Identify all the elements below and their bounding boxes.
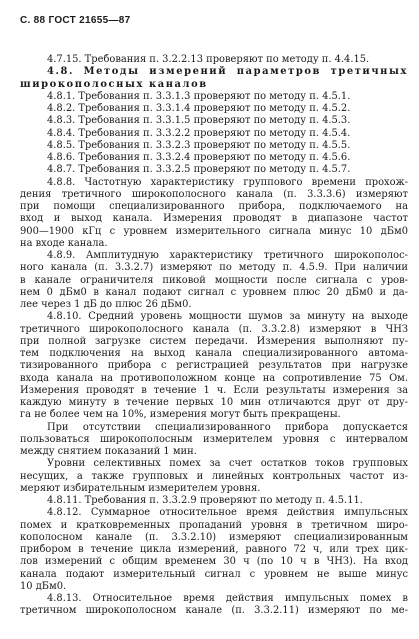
text-line: При отсутствии специализированного прибора допускается [47,421,408,433]
text-line: канала подают измерительный сигнал с уровнем не выше минус [20,568,408,580]
text-line: на входе канала. [20,237,108,249]
text-line: Измерения проводят в течение 1 ч. Если результаты измерения за [20,384,408,396]
text-line: 4.8.12. Суммарное относительное время действия импульсных [47,507,408,519]
document-page [20,14,408,618]
text-line: несущих, а также групповых и линейных контрольных частот из- [20,470,408,482]
page-header: С. 88 ГОСТ 21655—87 [20,15,131,26]
text-line: 4.8.8. Частотную характеристику группового времени прохож- [47,176,408,188]
text-line: между снятием показаний 1 мин. [20,446,197,457]
text-line: третичном широкополосном канале (п. 3.3.2.11) измеряют по ме- [20,605,408,617]
text-line: при помощи специализированного прибора, подключаемого на [20,201,408,212]
text-line: 4.7.15. Требования п. 3.2.2.13 проверяют по методу п. 4.4.15. [47,54,370,65]
text-line: лее через 1 дБ до плюс 26 дБм0. [20,299,192,310]
text-line: 4.8.6. Требования п. 3.3.2.4 проверяют по методу п. 4.5.6. [47,152,351,163]
text-line: 10 дБм0. [20,580,67,592]
document-body [20,54,408,618]
text-line: в канале ограничителя пиковой мощности после сигнала с уров- [20,274,408,286]
text-line: Уровни селективных помех за счет остатков токов групповых [47,458,408,470]
text-line: лов измерений с общим временем 30 ч (по 10 ч в ЧНЗ). На вход [20,556,408,568]
text-line: входа канала на противоположном конце на сопротивление 75 Ом. [20,372,408,384]
text-line: 4.8.4. Требования п. 3.3.2.2 проверяют по методу п. 4.5.4. [47,127,351,139]
text-line: меряют избирательным измерителем уровня. [20,482,261,494]
text-line: пользоваться широкополосным измерителем уровня с интервалом [20,433,408,445]
text-line: тизированного прибора с регистрацией результатов при нагрузке [20,360,408,372]
text-line: 4.8.3. Требования п. 3.3.1.5 проверяют по методу п. 4.5.3. [47,115,351,127]
text-line: вход и выход канала. Измерения проводят в диапазоне частот [20,213,408,225]
text-line: 4.8.11. Требования п. 3.3.2.9 проверяют по методу п. 4.5.11. [47,495,363,506]
text-line: ного канала (п. 3.3.2.7) измеряют по методу п. 4.5.9. При наличии [20,262,408,274]
text-line: 4.8. Методы измерений параметров третичных [47,66,408,78]
text-line: 4.8.7. Требования п. 3.3.2.5 проверяют по методу п. 4.5.7. [47,164,351,176]
text-line: 4.8.13. Относительное время действия импульсных помех в [47,593,408,604]
text-line: 900—1900 кГц с уровнем измерительного сигнала минус 10 дБм0 [20,225,408,237]
text-line: кополосном канале (п. 3.3.2.10) измеряют специализированным [20,531,408,543]
text-line: нем 0 дБм0 в канал подают сигнал с уровнем плюс 20 дБм0 и да- [20,286,408,298]
text-line: 4.8.2. Требования п. 3.3.1.4 проверяют по методу п. 4.5.2. [47,103,351,114]
text-line: каждую минуту в течение первых 10 мин отличаются друг от дру- [20,397,408,408]
text-line: 4.8.10. Средний уровень мощности шумов за минуту на выходе [47,311,408,323]
text-line: 4.8.1. Требования п. 3.3.1.3 проверяют по методу п. 4.5.1. [47,90,351,102]
text-line: дения третичного широкополосного канала (п. 3.3.3.6) измеряют [20,188,408,200]
text-line: 4.8.9. Амплитудную характеристику третичного широкополос- [47,250,408,261]
text-line: тем подключения на выход канала специализированного автома- [20,348,408,359]
text-line: при полной загрузке систем передачи. Измерения выполняют пу- [20,335,408,347]
text-line: прибором в течение цикла измерений, равного 72 ч, или трех цик- [20,544,408,555]
text-line: га не более чем на 10%, измерения могут быть прекращены. [20,409,341,421]
text-line: 4.8.5. Требования п. 3.3.2.3 проверяют по методу п. 4.5.5. [47,139,351,151]
text-line: третичного широкополосного канала (п. 3.3.2.8) измеряют в ЧНЗ [20,323,408,335]
text-line: широкополосных каналов [20,78,208,90]
text-line: помех и кратковременных пропаданий уровня в третичном широ- [20,519,408,531]
